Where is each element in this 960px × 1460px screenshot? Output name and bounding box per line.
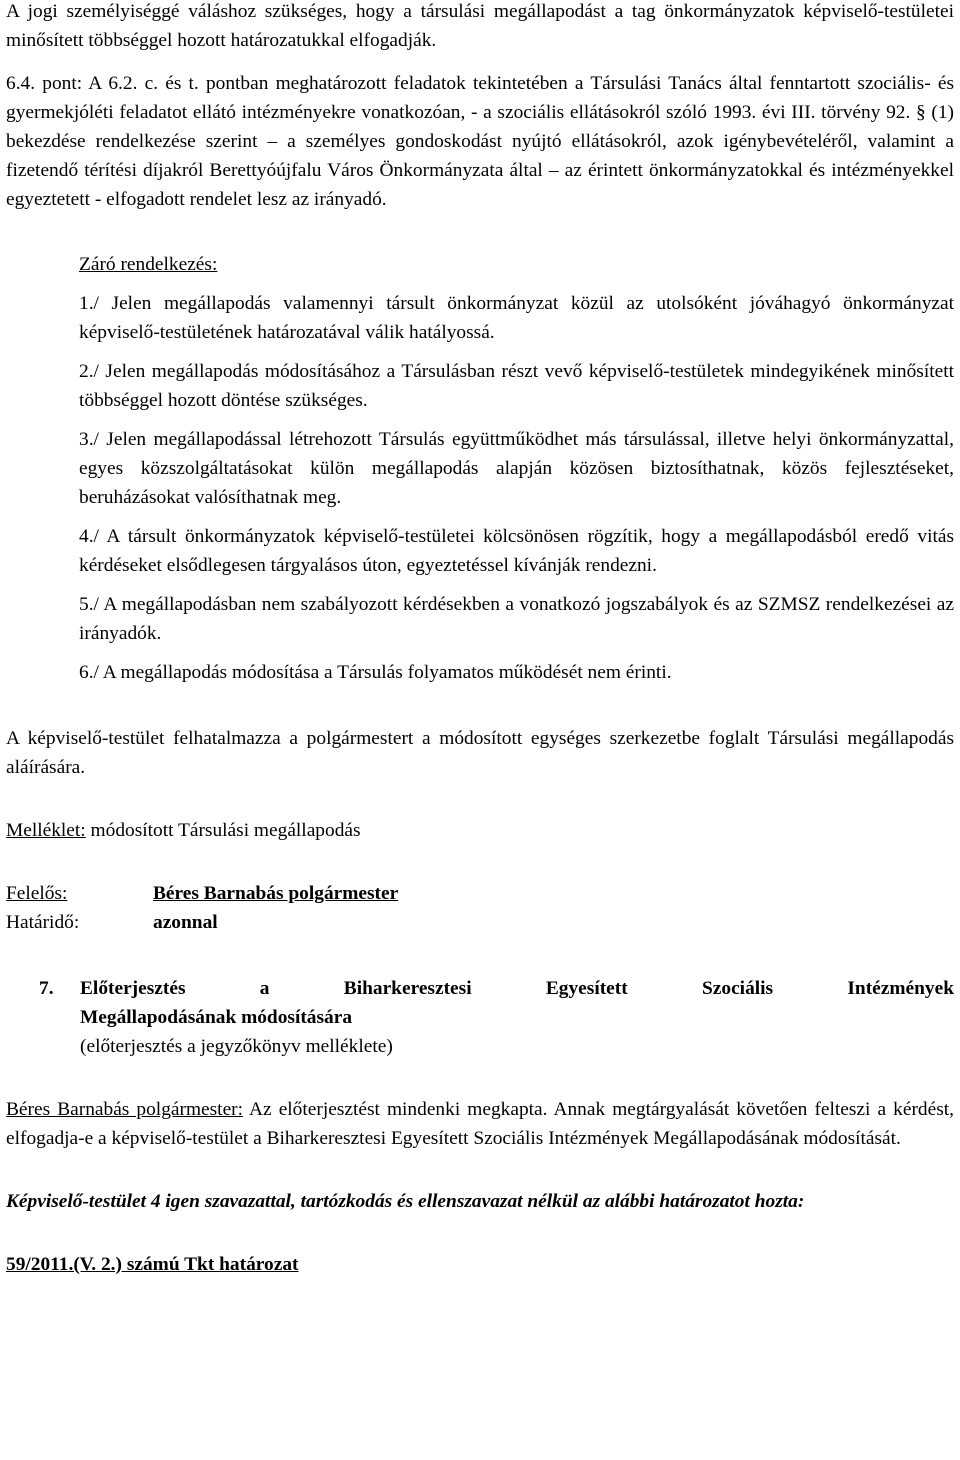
closing-heading: Záró rendelkezés:: [79, 254, 218, 275]
deadline-value: azonnal: [153, 912, 218, 933]
authorization-paragraph: A képviselő-testület felhatalmazza a polgármestert a módosított egységes szerkezetbe foglalt Társulási megállapodás aláírására.: [6, 728, 954, 778]
responsible-value: Béres Barnabás polgármester: [153, 883, 399, 904]
annex-line: [6, 816, 954, 845]
responsible-row: [6, 879, 954, 908]
agenda-title-line2: Megállapodásának módosítására: [80, 1007, 353, 1028]
speech-paragraph: [6, 1095, 954, 1153]
clause-5: 5./ A megállapodásban nem szabályozott kérdésekben a vonatkozó jogszabályok és az SZMSZ rendelkezései az irányadók.: [79, 594, 954, 644]
vote-paragraph: Képviselő-testület 4 igen szavazattal, tartózkodás és ellenszavazat nélkül az alábbi határozatot hozta:: [6, 1191, 805, 1212]
annex-text: módosított Társulási megállapodás: [85, 820, 361, 841]
speech-text: Az előterjesztést mindenki megkapta. Annak megtárgyalását követően felteszi a kérdést, elfogadja-e a képviselő-testület a Biharkeresztesi Egyesített Szociális Intézmények Megállapodásának módosítását.: [6, 1099, 954, 1149]
clause-3: 3./ Jelen megállapodással létrehozott Társulás együttműködhet más társulással, illetve helyi önkormányzattal, egyes közszolgáltatásokat külön megállapodás alapján közösen biztosíthatnak, közös fejlesztéseket, beruházásokat valósíthatnak meg.: [79, 429, 954, 508]
clause-2: 2./ Jelen megállapodás módosításához a Társulásban részt vevő képviselő-testületek mindegyikének minősített többséggel hozott döntése szükséges.: [79, 361, 954, 411]
clause-1: 1./ Jelen megállapodás valamennyi társult önkormányzat közül az utolsóként jóváhagyó önkormányzat képviselő-testületének határozatával válik hatályossá.: [79, 293, 954, 343]
intro-paragraph: A jogi személyiséggé váláshoz szükséges, hogy a társulási megállapodást a tag önkormányzatok képviselő-testületei minősített többséggel hozott határozatukkal elfogadják.: [6, 1, 954, 51]
agenda-item: [39, 974, 954, 1061]
agenda-title-line1: Előterjesztés a Biharkeresztesi Egyesített Szociális Intézmények: [80, 978, 954, 999]
agenda-note: (előterjesztés a jegyzőkönyv melléklete): [80, 1036, 393, 1057]
deadline-row: [6, 908, 954, 937]
point-paragraph: 6.4. pont: A 6.2. c. és t. pontban meghatározott feladatok tekintetében a Társulási Tanács által fenntartott szociális- és gyermekjóléti feladatot ellátó intézményekre vonatkozóan, - a szociális ellátásokról szóló 1993. évi III. törvény 92. § (1) bekezdése rendelkezése szerint – a személyes gondoskodást nyújtó ellátásokról, azok igénybevételéről, valamint a fizetendő térítési díjakról Berettyóújfalu Város Önkormányzata által – az érintett önkormányzatokkal és intézményekkel egyeztetett - elfogadott rendelet lesz az irányadó.: [6, 73, 954, 210]
deadline-label: Határidő:: [6, 912, 80, 933]
speaker-name: Béres Barnabás polgármester:: [6, 1099, 244, 1120]
agenda-number: 7.: [39, 978, 54, 999]
clause-4: 4./ A társult önkormányzatok képviselő-testületei kölcsönösen rögzítik, hogy a megállapodásból eredő vitás kérdéseket elsődlegesen tárgyalásos úton, egyeztetéssel kívánják rendezni.: [79, 526, 954, 576]
clause-6: 6./ A megállapodás módosítása a Társulás folyamatos működését nem érinti.: [79, 662, 672, 683]
closing-provisions: [79, 250, 954, 687]
responsible-label: Felelős:: [6, 883, 68, 904]
resolution-number: 59/2011.(V. 2.) számú Tkt határozat: [6, 1254, 299, 1275]
annex-label: Melléklet:: [6, 820, 86, 841]
